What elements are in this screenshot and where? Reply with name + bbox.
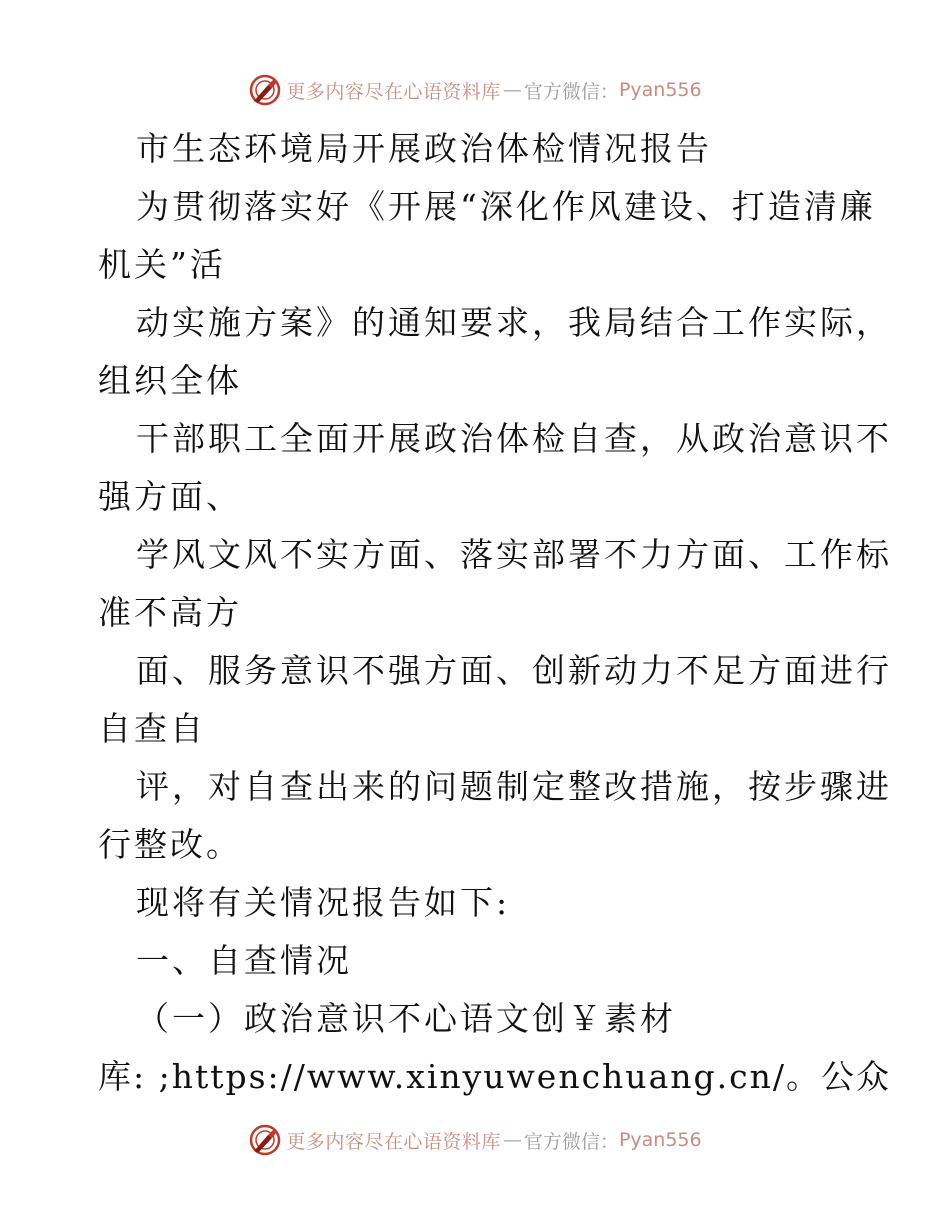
paragraph-line: 库: ;https://www.xinyuwenchuang.cn/。公众	[98, 1057, 891, 1096]
subsection-heading: （一）政治意识不心语文创￥素材	[136, 999, 676, 1038]
watermark-wechat-id: Pyan556	[618, 1129, 702, 1151]
watermark-brand-text: 更多内容尽在心语资料库	[286, 80, 501, 103]
paragraph-line: 机关”活	[98, 245, 226, 284]
paragraph-line: 动实施方案》的通知要求，我局结合工作实际，	[136, 303, 892, 342]
paragraph-line: 现将有关情况报告如下:	[136, 883, 511, 922]
paragraph-line: 自查自	[98, 709, 206, 748]
footer-watermark	[0, 1120, 950, 1160]
paragraph-line: 组织全体	[98, 361, 242, 400]
watermark-dash: —	[502, 1129, 522, 1151]
watermark-wechat-id: Pyan556	[618, 79, 702, 101]
watermark-official-text: 官方微信：	[523, 1130, 619, 1153]
paragraph-line: 评，对自查出来的问题制定整改措施，按步骤进	[136, 767, 892, 806]
paragraph-line: 学风文风不实方面、落实部署不力方面、工作标	[136, 535, 892, 574]
header-watermark	[0, 70, 950, 110]
watermark-brand-text: 更多内容尽在心语资料库	[286, 1130, 501, 1153]
paragraph-line: 行整改。	[98, 825, 242, 864]
paragraph-line: 为贯彻落实好《开展“深化作风建设、打造清廉	[136, 187, 876, 226]
document-body	[98, 120, 892, 1106]
pen-nib-seal-icon	[248, 73, 282, 107]
watermark-dash: —	[502, 79, 522, 101]
document-title: 市生态环境局开展政治体检情况报告	[136, 129, 712, 168]
section-heading: 一、自查情况	[136, 941, 352, 980]
pen-nib-seal-icon	[248, 1123, 282, 1157]
paragraph-line: 干部职工全面开展政治体检自查，从政治意识不	[136, 419, 892, 458]
paragraph-line: 面、服务意识不强方面、创新动力不足方面进行	[136, 651, 892, 690]
watermark-official-text: 官方微信：	[523, 80, 619, 103]
paragraph-line: 准不高方	[98, 593, 242, 632]
paragraph-line: 强方面、	[98, 477, 242, 516]
